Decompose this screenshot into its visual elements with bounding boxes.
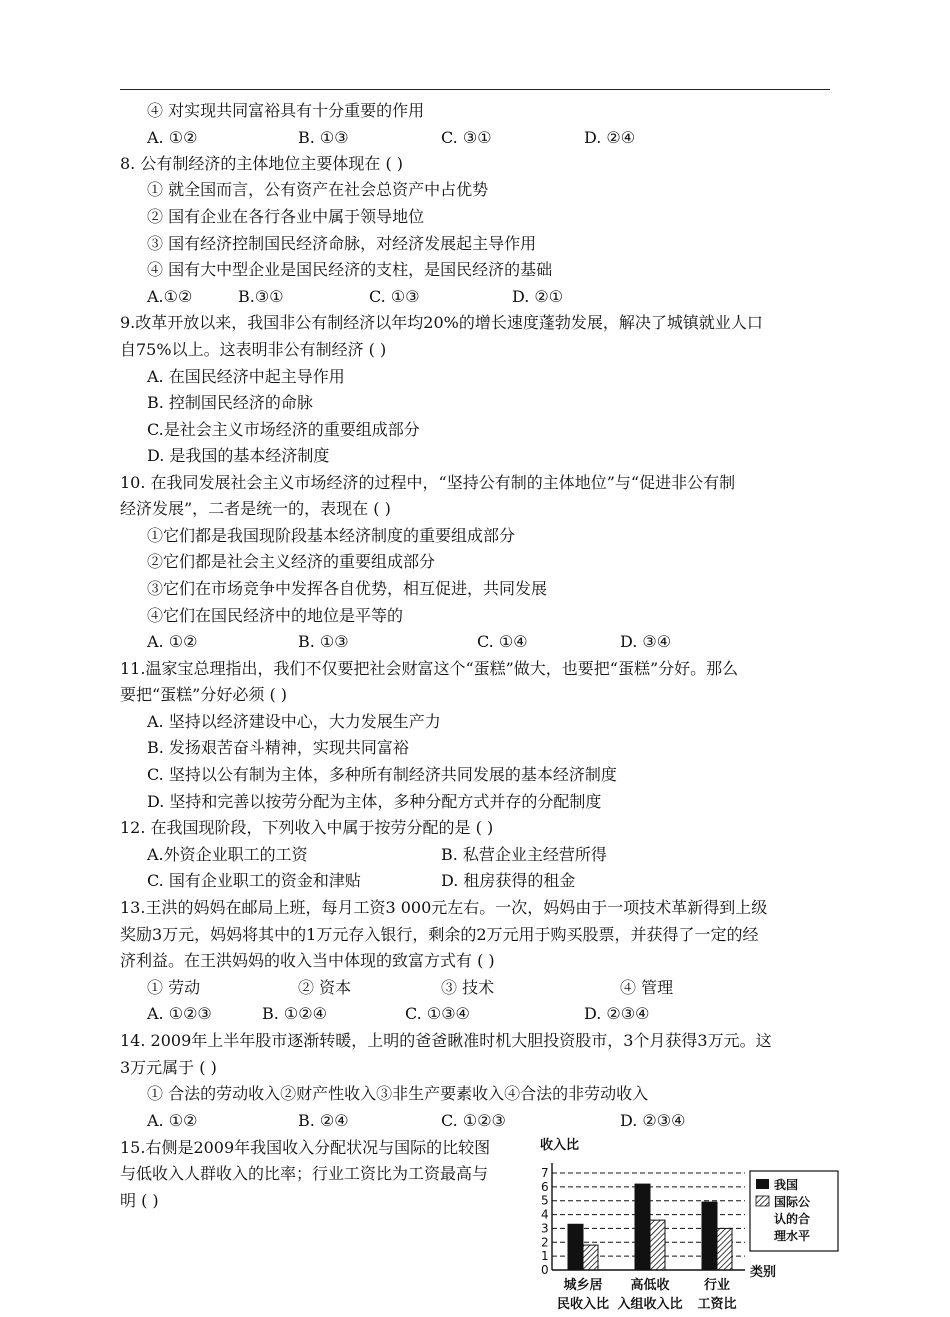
line-l20: A. 坚持以经济建设中心，大力发展生产力: [147, 712, 441, 731]
option-o26: B. ②④: [298, 1111, 349, 1130]
y-tick-label: 2: [541, 1235, 549, 1250]
option-o5: A.①②: [147, 287, 193, 306]
line-l23: D. 坚持和完善以按劳分配为主体，多种分配方式并存的分配制度: [147, 792, 602, 811]
legend-label-intl-1: 国际公: [774, 1195, 811, 1209]
line-q15b: 与低收入人群收入的比率；行业工资比为工资最高与: [120, 1164, 489, 1183]
x-category-label: 行业: [703, 1278, 731, 1293]
line-l5: ④ 国有大中型企业是国民经济的支柱，是国民经济的基础: [147, 260, 553, 279]
option-o22: B. ①②④: [262, 1004, 327, 1023]
y-tick-label: 5: [541, 1193, 549, 1208]
option-o23: C. ①③④: [405, 1004, 470, 1023]
line-q10a: 10. 在我同发展社会主义市场经济的过程中，“坚持公有制的主体地位”与“促进非公有制: [120, 473, 736, 492]
line-l10: C.是社会主义市场经济的重要组成部分: [147, 420, 420, 439]
legend-label-china: 我国: [774, 1178, 799, 1192]
line-q11a: 11.温家宝总理指出，我们不仅要把社会财富这个“蛋糕”做大，也要把“蛋糕”分好。那么: [120, 659, 739, 678]
legend-label-intl-2: 认的合: [774, 1212, 811, 1226]
legend-label-intl-3: 理水平: [774, 1229, 811, 1243]
option-o15: C. 国有企业职工的资金和津贴: [147, 871, 361, 890]
line-q15a: 15.右侧是2009年我国收入分配状况与国际的比较图: [120, 1138, 491, 1157]
line-l11: D. 是我国的基本经济制度: [147, 446, 330, 465]
line-q14a: 14. 2009年上半年股市逐渐转暖，上明的爸爸瞅准时机大胆投资股市，3个月获得3万元。这: [120, 1031, 772, 1050]
option-o27: C. ①②③: [441, 1111, 506, 1130]
option-o4: D. ②④: [584, 128, 636, 147]
option-o24: D. ②③④: [584, 1004, 650, 1023]
bar-intl-2: [717, 1228, 732, 1270]
line-q13c: 济利益。在王洪妈妈的收入当中体现的致富方式有 ( ): [120, 951, 495, 970]
option-o13: A.外资企业职工的工资: [147, 845, 308, 864]
y-tick-label: 4: [541, 1207, 549, 1222]
line-l15: ②它们都是社会主义经济的重要组成部分: [147, 552, 436, 571]
option-o2: B. ①③: [298, 128, 349, 147]
chart-legend: [750, 1171, 838, 1251]
line-q15c: 明 ( ): [120, 1191, 159, 1210]
y-tick-label: 3: [541, 1221, 549, 1236]
line-q11b: 要把“蛋糕”分好必须 ( ): [120, 685, 288, 704]
line-q12: 12. 在我国现阶段，下列收入中属于按劳分配的是 ( ): [120, 818, 494, 837]
option-o11: C. ①④: [477, 632, 528, 651]
option-o8: D. ②①: [512, 287, 564, 306]
line-l22: C. 坚持以公有制为主体，多种所有制经济共同发展的基本经济制度: [147, 765, 617, 784]
line-q10b: 经济发展”，二者是统一的，表现在 ( ): [120, 499, 391, 518]
line-q13a: 13.王洪的妈妈在邮局上班，每月工资3 000元左右。一次，妈妈由于一项技术革新得到上级: [120, 898, 768, 917]
option-o3: C. ③①: [441, 128, 492, 147]
x-category-label: 民收入比: [556, 1297, 610, 1312]
option-o12: D. ③④: [620, 632, 672, 651]
line-q14b: 3万元属于 ( ): [120, 1058, 217, 1077]
line-l8: A. 在国民经济中起主导作用: [147, 367, 345, 386]
legend-swatch-china: [756, 1179, 769, 1189]
bar-china-1: [635, 1184, 650, 1270]
y-tick-label: 7: [541, 1166, 549, 1180]
x-category-label: 高低收: [630, 1278, 670, 1293]
option-o9: A. ①②: [147, 632, 198, 651]
option-o18: ② 资本: [298, 978, 352, 997]
header-rule: [120, 89, 830, 90]
x-category-label: 入组收入比: [617, 1297, 683, 1312]
option-o14: B. 私营企业主经营所得: [441, 845, 607, 864]
option-o19: ③ 技术: [441, 978, 495, 997]
option-o21: A. ①②③: [147, 1004, 212, 1023]
legend-swatch-intl: [756, 1196, 769, 1206]
x-category-label: 工资比: [697, 1297, 737, 1312]
line-q13b: 奖励3万元，妈妈将其中的1万元存入银行，剩余的2万元用于购买股票，并获得了一定的经: [120, 925, 759, 944]
line-q9b: 自75%以上。这表明非公有制经济 ( ): [120, 340, 387, 359]
option-o25: A. ①②: [147, 1111, 198, 1130]
option-o20: ④ 管理: [620, 978, 674, 997]
line-l31: ① 合法的劳动收入②财产性收入③非生产要素收入④合法的非劳动收入: [147, 1084, 649, 1103]
line-q8: 8. 公有制经济的主体地位主要体现在 ( ): [120, 154, 404, 173]
line-l2: ① 就全国而言，公有资产在社会总资产中占优势: [147, 180, 489, 199]
line-l3: ② 国有企业在各行各业中属于领导地位: [147, 207, 425, 226]
y-axis-label: 收入比: [540, 1138, 580, 1153]
line-l14: ①它们都是我国现阶段基本经济制度的重要组成部分: [147, 526, 516, 545]
y-tick-label: 0: [541, 1263, 549, 1277]
line-l0: ④ 对实现共同富裕具有十分重要的作用: [147, 101, 425, 120]
line-q9a: 9.改革开放以来，我国非公有制经济以年均20%的增长速度蓬勃发展，解决了城镇就业人口: [120, 313, 763, 332]
option-o1: A. ①②: [147, 128, 198, 147]
line-l16: ③它们在市场竞争中发挥各自优势，相互促进，共同发展: [147, 579, 548, 598]
option-o6: B.③①: [238, 287, 284, 306]
x-category-label: 城乡居: [563, 1278, 603, 1293]
y-tick-label: 1: [541, 1249, 549, 1264]
y-tick-label: 6: [541, 1179, 549, 1194]
option-o7: C. ①③: [369, 287, 420, 306]
bar-china-2: [702, 1202, 717, 1270]
option-o10: B. ①③: [298, 632, 349, 651]
option-o17: ① 劳动: [147, 978, 201, 997]
line-l9: B. 控制国民经济的命脉: [147, 393, 313, 412]
line-l4: ③ 国有经济控制国民经济命脉，对经济发展起主导作用: [147, 234, 537, 253]
bar-china-0: [568, 1224, 583, 1270]
line-l21: B. 发扬艰苦奋斗精神，实现共同富裕: [147, 738, 409, 757]
bar-intl-1: [650, 1220, 665, 1270]
bar-intl-0: [583, 1245, 598, 1270]
line-l17: ④它们在国民经济中的地位是平等的: [147, 606, 404, 625]
option-o16: D. 租房获得的租金: [441, 871, 576, 890]
option-o28: D. ②③④: [620, 1111, 686, 1130]
x-axis-label: 类别: [750, 1265, 777, 1280]
income-ratio-bar-chart: [530, 1135, 840, 1313]
